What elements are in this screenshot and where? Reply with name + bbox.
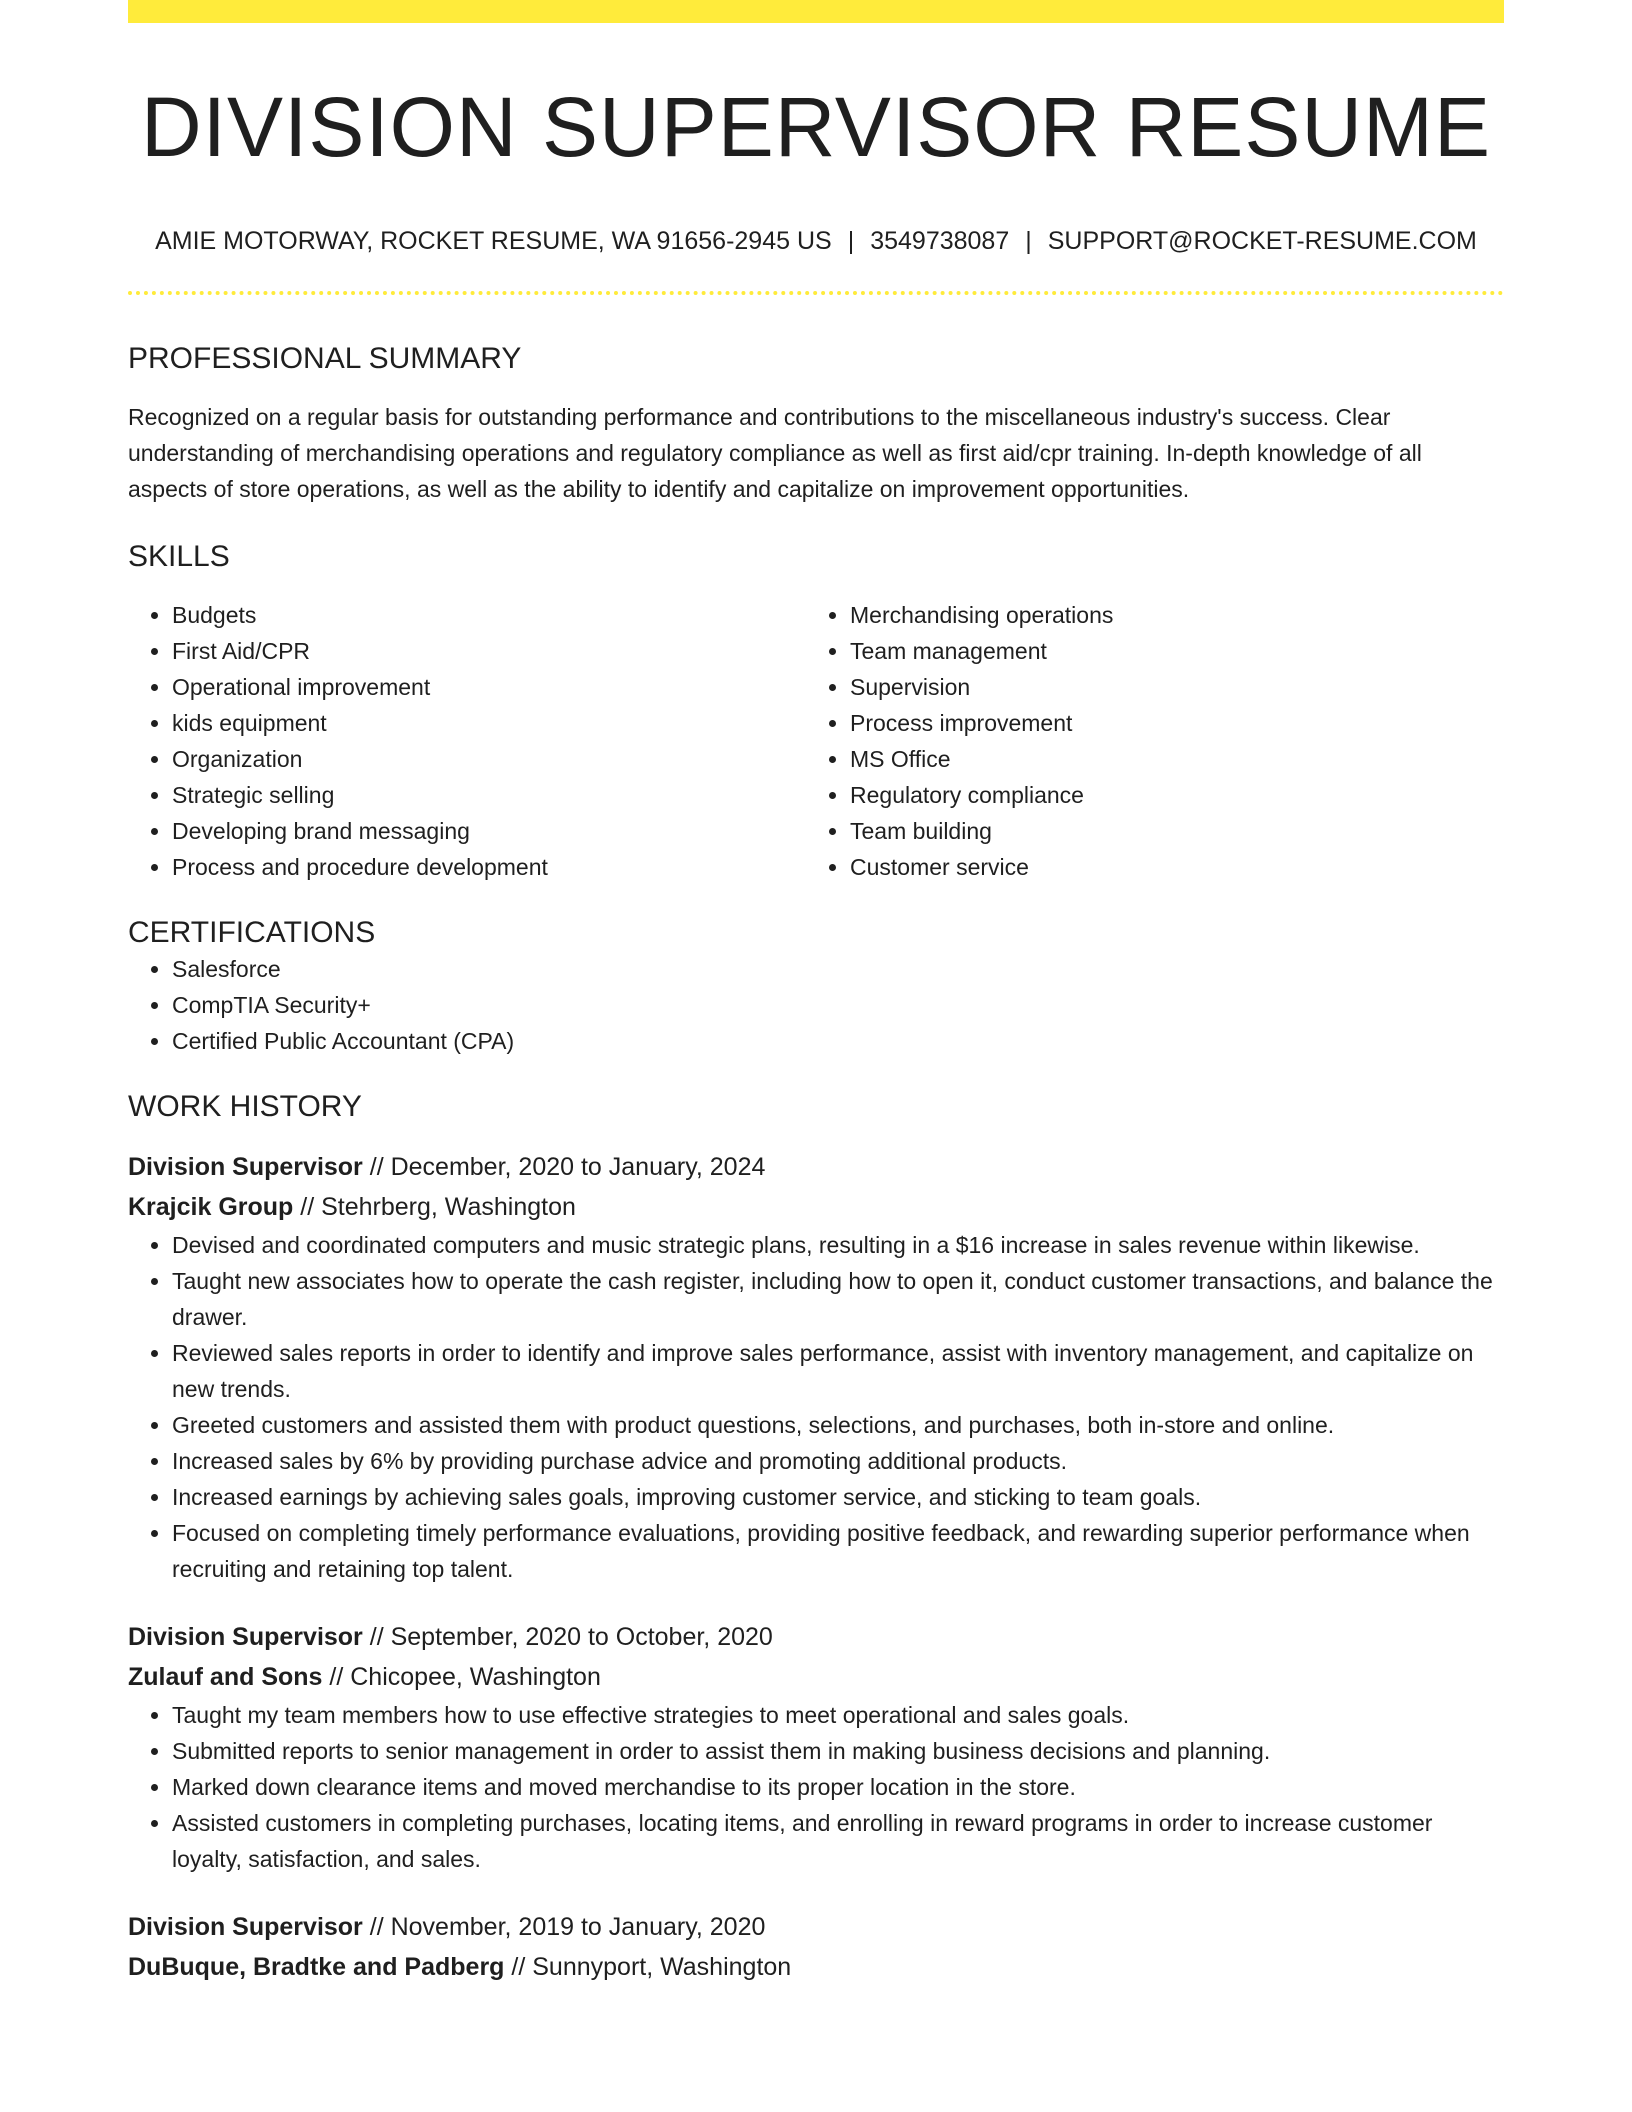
skill-item: • Team building (850, 813, 1484, 849)
resume-page (128, 0, 1504, 1987)
skill-item: • Strategic selling (172, 777, 806, 813)
skills-list (128, 597, 806, 885)
job-duty: • Marked down clearance items and moved merchandise to its proper location in the store. (172, 1769, 1504, 1805)
job-role: Division Supervisor (128, 1153, 363, 1181)
contact-separator: | (1025, 227, 1032, 255)
job-location: Chicopee, Washington (350, 1663, 601, 1691)
job-duty: • Greeted customers and assisted them with product questions, selections, and purchases, both in-store and online. (172, 1407, 1504, 1443)
job-role-line (128, 1147, 1504, 1187)
top-accent-bar (128, 0, 1504, 23)
job-dates: September, 2020 to October, 2020 (390, 1623, 773, 1651)
skill-item: • Process improvement (850, 705, 1484, 741)
contact-separator: | (847, 227, 855, 255)
skill-item: • kids equipment (172, 705, 806, 741)
certification-item: • Certified Public Accountant (CPA) (172, 1023, 1504, 1059)
contact-address: AMIE MOTORWAY, ROCKET RESUME, WA 91656-2945 US (155, 227, 832, 255)
skill-item: • Developing brand messaging (172, 813, 806, 849)
skills-grid (128, 597, 1504, 885)
skill-item: • Organization (172, 741, 806, 777)
skill-item: • MS Office (850, 741, 1484, 777)
skill-item: • Customer service (850, 849, 1484, 885)
summary-text: Recognized on a regular basis for outstanding performance and contributions to the miscellaneous industry's success. Clear understanding of merchandising operations and regulatory compliance as well as first aid/cpr training. In-depth knowledge of all aspects of store operations, as well as the ability to identify and capitalize on improvement opportunities. (128, 404, 1422, 502)
job-duties-list (128, 1697, 1504, 1877)
skill-item: • Team management (850, 633, 1484, 669)
job-duty: • Taught my team members how to use effective strategies to meet operational and sales goals. (172, 1697, 1504, 1733)
job-company-line (128, 1657, 1504, 1697)
job-role: Division Supervisor (128, 1913, 363, 1941)
job-location: Stehrberg, Washington (321, 1193, 576, 1221)
certification-item: • CompTIA Security+ (172, 987, 1504, 1023)
job-role: Division Supervisor (128, 1623, 363, 1651)
job-duties-list (128, 1227, 1504, 1587)
work-history-section (128, 1089, 1504, 1987)
job-separator: // (362, 1153, 391, 1181)
job-duty: • Reviewed sales reports in order to identify and improve sales performance, assist with inventory management, and capitalize on new trends. (172, 1335, 1504, 1407)
job-separator: // (504, 1953, 533, 1981)
skills-list (806, 597, 1484, 885)
job-role-line (128, 1907, 1504, 1947)
job-duty: • Increased sales by 6% by providing purchase advice and promoting additional products. (172, 1443, 1504, 1479)
job-separator: // (293, 1193, 322, 1221)
job-entry (128, 1907, 1504, 1987)
job-separator: // (362, 1623, 391, 1651)
job-duty: • Submitted reports to senior management in order to assist them in making business decisions and planning. (172, 1733, 1504, 1769)
certification-item: • Salesforce (172, 951, 1504, 987)
section-heading: PROFESSIONAL SUMMARY (128, 342, 522, 375)
skill-item: • Operational improvement (172, 669, 806, 705)
section-heading: SKILLS (128, 540, 230, 573)
section-heading: WORK HISTORY (128, 1090, 362, 1123)
job-duty: • Increased earnings by achieving sales goals, improving customer service, and sticking to team goals. (172, 1479, 1504, 1515)
job-location: Sunnyport, Washington (532, 1953, 792, 1981)
contact-phone: 3549738087 (870, 227, 1010, 255)
contact-email[interactable]: SUPPORT@ROCKET-RESUME.COM (1047, 227, 1477, 255)
certifications-section (128, 915, 1504, 1059)
job-separator: // (362, 1913, 391, 1941)
job-company-line (128, 1187, 1504, 1227)
job-company-line (128, 1947, 1504, 1987)
certifications-list (128, 951, 1504, 1059)
skills-column-right (806, 597, 1484, 885)
skill-item: • First Aid/CPR (172, 633, 806, 669)
skill-item: • Merchandising operations (850, 597, 1484, 633)
skill-item: • Budgets (172, 597, 806, 633)
skills-section (128, 539, 1504, 885)
job-duty: • Focused on completing timely performance evaluations, providing positive feedback, and rewarding superior performance when recruiting and retaining top talent. (172, 1515, 1504, 1587)
contact-line (128, 226, 1504, 256)
skill-item: • Supervision (850, 669, 1484, 705)
job-role-line (128, 1617, 1504, 1657)
job-dates: November, 2019 to January, 2020 (390, 1913, 766, 1941)
job-company: Zulauf and Sons (128, 1663, 323, 1691)
job-entry (128, 1147, 1504, 1587)
resume-title: DIVISION SUPERVISOR RESUME (140, 80, 1492, 174)
job-company: DuBuque, Bradtke and Padberg (128, 1953, 505, 1981)
job-company: Krajcik Group (128, 1193, 294, 1221)
skills-column-left (128, 597, 806, 885)
job-entry (128, 1617, 1504, 1877)
skill-item: • Process and procedure development (172, 849, 806, 885)
dotted-divider (128, 291, 1504, 295)
job-dates: December, 2020 to January, 2024 (390, 1153, 766, 1181)
section-heading: CERTIFICATIONS (128, 916, 376, 949)
job-duty: • Devised and coordinated computers and music strategic plans, resulting in a $16 increase in sales revenue within likewise. (172, 1227, 1504, 1263)
professional-summary-section (128, 341, 1504, 507)
job-duty: • Taught new associates how to operate the cash register, including how to open it, conduct customer transactions, and balance the drawer. (172, 1263, 1504, 1335)
job-separator: // (322, 1663, 351, 1691)
job-duty: • Assisted customers in completing purchases, locating items, and enrolling in reward programs in order to increase customer loyalty, satisfaction, and sales. (172, 1805, 1504, 1877)
skill-item: • Regulatory compliance (850, 777, 1484, 813)
